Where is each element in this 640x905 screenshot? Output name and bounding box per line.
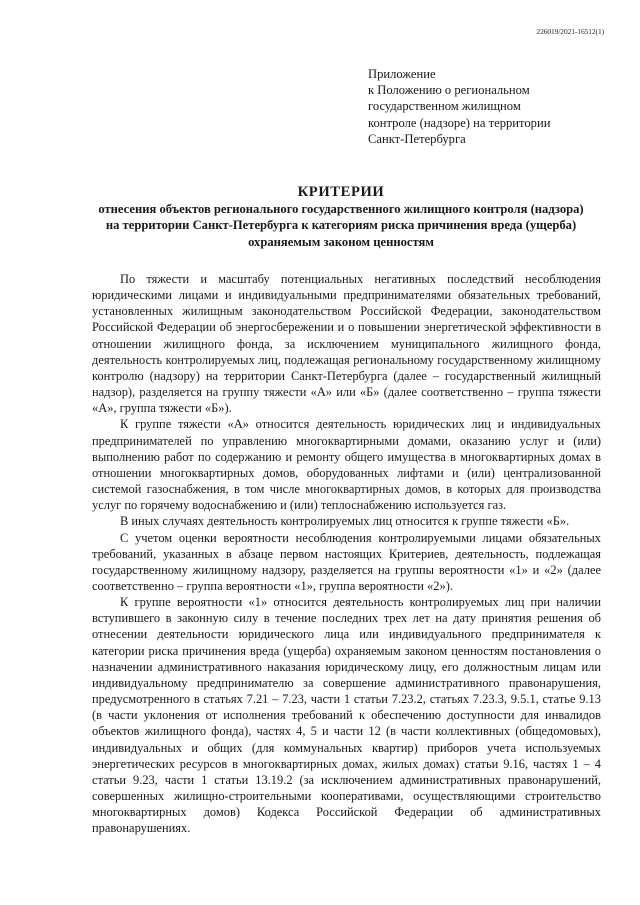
paragraph: К группе тяжести «А» относится деятельность юридических лиц и индивидуальных предпринимателей по управлению многоквартирными домами, оказанию услуг и (или) выполнению работ по содержанию и ремонту общего имущества в многоквартирных домах в отношении многоквартирных домов, оборудованных лифтами и (или) централизованной системой газоснабжения, в том числе многоквартирных домов, в которых для производства услуг по горячему водоснабжению и (или) теплоснабжению используется газ. bbox=[92, 417, 601, 513]
appendix-heading bbox=[368, 66, 600, 147]
title-subtitle bbox=[80, 201, 602, 250]
appendix-line: контроле (надзоре) на территории bbox=[368, 115, 551, 130]
paragraph: С учетом оценки вероятности несоблюдения контролируемыми лицами обязательных требований, указанных в абзаце первом настоящих Критериев, деятельность, подлежащая государственному жилищному надзору, разделяется на группы вероятности «1» и «2» (далее соответственно – группа вероятности «1», группа вероятности «2»). bbox=[92, 530, 601, 593]
paragraph: К группе вероятности «1» относится деятельность контролируемых лиц при наличии вступившего в законную силу в течение последних трех лет на дату принятия решения об отнесении деятельности юридического лица или индивидуального предпринимателя к категории риска причинения вреда (ущерба) охраняемым законом ценностям постановления о назначении административного наказания юридическому лицу, его должностным лицам или индивидуальному предпринимателю за совершение административного правонарушения, предусмотренного в статьях 7.21 – 7.23, части 1 статьи 7.23.2, статьях 7.23.3, 9.5.1, статье 9.13 (в части уклонения от исполнения требований к обеспечению доступности для инвалидов объектов жилищного фонда), частях 4, 5 и части 12 (в части коллективных (общедомовых), индивидуальных и общих (для коммунальных квартир) приборов учета используемых энергетических ресурсов в многоквартирных домах, жилых домах) статьи 9.16, частях 1 – 4 статьи 9.23, части 1 статьи 13.19.2 (за исключением административных правонарушений, совершенных жилищно-строительными кооперативами, осуществляющими строительство многоквартирных домов) Кодекса Российской Федерации об административных правонарушениях. bbox=[92, 595, 601, 836]
paragraph: По тяжести и масштабу потенциальных негативных последствий несоблюдения юридическими лицами и индивидуальными предпринимателями обязательных требований, установленных жилищным законодательством Российской Федерации, законодательством Российской Федерации об энергосбережении и о повышении энергетической эффективности в отношении жилищного фонда, за исключением муниципального жилищного фонда, деятельность контролируемых лиц, подлежащая региональному государственному жилищному контролю (надзору) на территории Санкт-Петербурга (далее – государственный жилищный надзор), разделяется на группу тяжести «А» или «Б» (далее соответственно – группа тяжести «А», группа тяжести «Б»). bbox=[92, 272, 601, 416]
paragraph: В иных случаях деятельность контролируемых лиц относится к группе тяжести «Б». bbox=[120, 514, 570, 529]
title-line: на территории Санкт-Петербурга к категориям риска причинения вреда (ущерба) bbox=[105, 218, 577, 233]
appendix-line: государственном жилищном bbox=[368, 99, 521, 114]
title-main: КРИТЕРИИ bbox=[297, 184, 385, 200]
document-number: 226019/2021-16512(1) bbox=[536, 27, 604, 36]
title-line: охраняемым законом ценностям bbox=[248, 234, 434, 249]
document-body bbox=[92, 271, 601, 836]
appendix-line: к Положению о региональном bbox=[368, 83, 530, 98]
appendix-line: Санкт-Петербурга bbox=[368, 131, 466, 146]
document-title bbox=[80, 183, 602, 250]
title-line: отнесения объектов регионального государственного жилищного контроля (надзора) bbox=[98, 202, 584, 216]
appendix-line: Приложение bbox=[368, 67, 436, 81]
